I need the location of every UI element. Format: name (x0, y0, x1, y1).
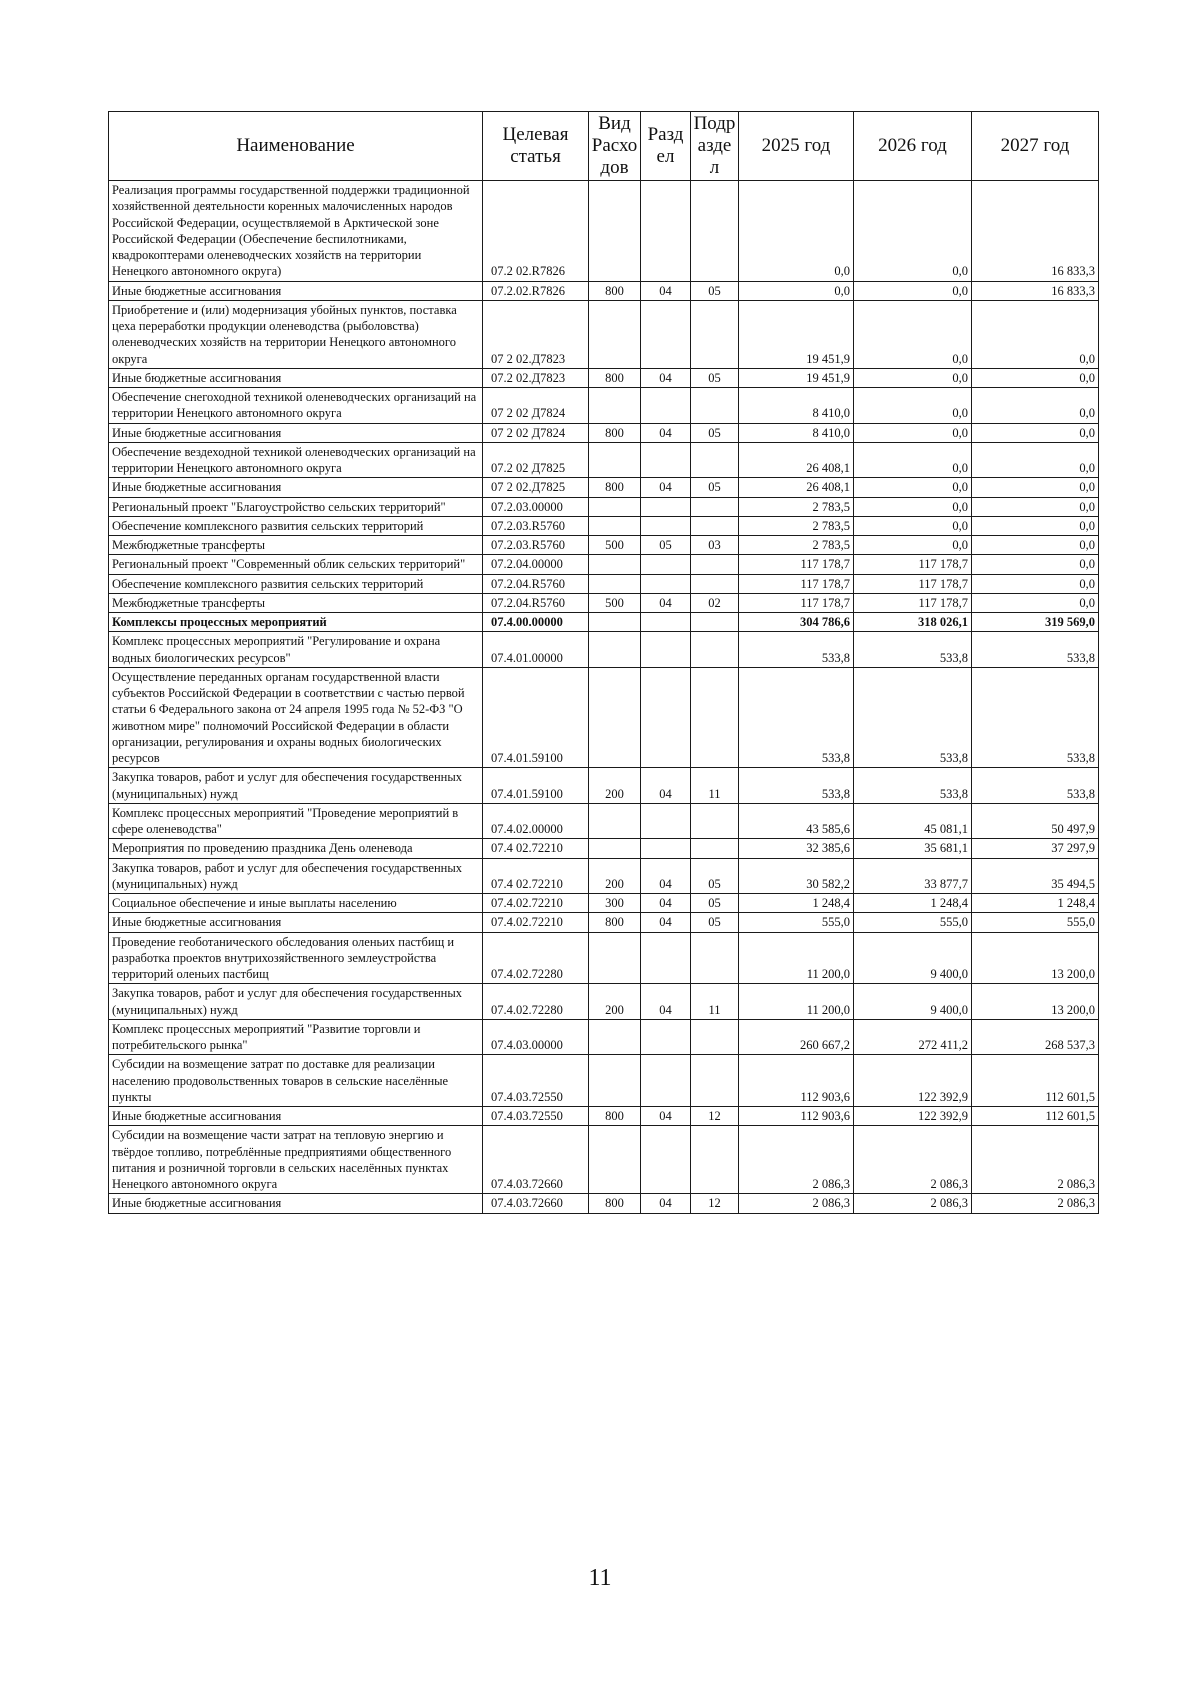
row-name: Комплекс процессных мероприятий "Регулирование и охрана водных биологических ресурсов" (109, 632, 483, 668)
table-row (109, 839, 1099, 858)
row-expense-type (589, 839, 641, 858)
row-value-2027: 268 537,3 (972, 1019, 1099, 1055)
row-value-2027: 0,0 (972, 497, 1099, 516)
header-2026: 2026 год (854, 112, 972, 181)
row-expense-type (589, 613, 641, 632)
row-subsection: 11 (691, 984, 739, 1020)
row-subsection (691, 442, 739, 478)
row-value-2025: 11 200,0 (739, 932, 854, 984)
row-expense-type (589, 516, 641, 535)
row-name: Иные бюджетные ассигнования (109, 423, 483, 442)
row-target: 07.2.04.00000 (483, 555, 589, 574)
row-name: Обеспечение снегоходной техникой оленеводческих организаций на территории Ненецкого автономного округа (109, 388, 483, 424)
row-value-2026: 45 081,1 (854, 803, 972, 839)
table-row (109, 613, 1099, 632)
row-value-2027: 112 601,5 (972, 1055, 1099, 1107)
row-target: 07.4.02.72210 (483, 894, 589, 913)
table-body (109, 181, 1099, 1214)
row-name: Закупка товаров, работ и услуг для обеспечения государственных (муниципальных) нужд (109, 858, 483, 894)
row-target: 07.2.03.R5760 (483, 536, 589, 555)
row-section (641, 181, 691, 282)
row-target: 07 2 02.Д7825 (483, 478, 589, 497)
row-subsection (691, 803, 739, 839)
row-value-2027: 533,8 (972, 632, 1099, 668)
row-name: Иные бюджетные ассигнования (109, 281, 483, 300)
row-value-2027: 555,0 (972, 913, 1099, 932)
row-value-2026: 533,8 (854, 768, 972, 804)
row-value-2027: 0,0 (972, 368, 1099, 387)
row-value-2026: 533,8 (854, 667, 972, 768)
table-row (109, 1194, 1099, 1213)
row-value-2027: 0,0 (972, 574, 1099, 593)
row-value-2027: 0,0 (972, 593, 1099, 612)
row-value-2026: 122 392,9 (854, 1055, 972, 1107)
row-value-2025: 304 786,6 (739, 613, 854, 632)
row-value-2025: 2 086,3 (739, 1194, 854, 1213)
table-row (109, 894, 1099, 913)
row-expense-type (589, 1019, 641, 1055)
row-name: Региональный проект "Современный облик сельских территорий" (109, 555, 483, 574)
row-section: 04 (641, 368, 691, 387)
table-row (109, 497, 1099, 516)
table-row (109, 984, 1099, 1020)
row-target: 07.2.03.R5760 (483, 516, 589, 535)
row-subsection (691, 574, 739, 593)
row-expense-type (589, 497, 641, 516)
row-value-2026: 0,0 (854, 300, 972, 368)
row-name: Проведение геоботанического обследования оленьих пастбищ и разработка проектов внутрихозяйственного землеустройства территорий оленьих пастбищ (109, 932, 483, 984)
header-2025: 2025 год (739, 112, 854, 181)
row-section: 04 (641, 1194, 691, 1213)
table-row (109, 181, 1099, 282)
row-value-2026: 33 877,7 (854, 858, 972, 894)
row-value-2027: 533,8 (972, 667, 1099, 768)
row-target: 07.4.02.72280 (483, 932, 589, 984)
table-row (109, 932, 1099, 984)
header-subsection: Подр азде л (691, 112, 739, 181)
row-expense-type: 800 (589, 478, 641, 497)
row-value-2026: 0,0 (854, 497, 972, 516)
row-expense-type (589, 388, 641, 424)
row-value-2027: 112 601,5 (972, 1107, 1099, 1126)
row-expense-type (589, 632, 641, 668)
row-value-2026: 1 248,4 (854, 894, 972, 913)
row-name: Закупка товаров, работ и услуг для обеспечения государственных (муниципальных) нужд (109, 984, 483, 1020)
row-name: Закупка товаров, работ и услуг для обеспечения государственных (муниципальных) нужд (109, 768, 483, 804)
row-value-2025: 533,8 (739, 768, 854, 804)
table-row (109, 536, 1099, 555)
row-value-2025: 43 585,6 (739, 803, 854, 839)
row-value-2027: 35 494,5 (972, 858, 1099, 894)
row-section (641, 1126, 691, 1194)
header-expense-type: Вид Расхо дов (589, 112, 641, 181)
row-value-2027: 16 833,3 (972, 281, 1099, 300)
row-target: 07.4.00.00000 (483, 613, 589, 632)
row-target: 07.4.02.72280 (483, 984, 589, 1020)
row-target: 07 2 02 Д7824 (483, 423, 589, 442)
row-target: 07.4.01.59100 (483, 768, 589, 804)
row-target: 07.4.01.00000 (483, 632, 589, 668)
row-name: Комплекс процессных мероприятий "Развитие торговли и потребительского рынка" (109, 1019, 483, 1055)
header-target: Целевая статья (483, 112, 589, 181)
row-section: 04 (641, 984, 691, 1020)
table-row (109, 555, 1099, 574)
row-target: 07.4.02.00000 (483, 803, 589, 839)
row-name: Осуществление переданных органам государственной власти субъектов Российской Федерации в соответствии с частью первой статьи 6 Федерального закона от 24 апреля 1995 года № 52-ФЗ "О животном мире" полномочий Российской Федерации в области организации, регулирования и охраны водных биологических ресурсов (109, 667, 483, 768)
row-expense-type: 500 (589, 593, 641, 612)
row-value-2025: 117 178,7 (739, 574, 854, 593)
row-name: Комплекс процессных мероприятий "Проведение мероприятий в сфере оленеводства" (109, 803, 483, 839)
row-value-2025: 2 783,5 (739, 516, 854, 535)
row-value-2025: 112 903,6 (739, 1107, 854, 1126)
page-number: 11 (588, 1565, 612, 1591)
row-section (641, 613, 691, 632)
row-value-2027: 0,0 (972, 388, 1099, 424)
table-row (109, 803, 1099, 839)
row-section (641, 497, 691, 516)
table-row (109, 858, 1099, 894)
row-target: 07.4 02.72210 (483, 839, 589, 858)
row-section: 05 (641, 536, 691, 555)
row-target: 07 2 02 Д7824 (483, 388, 589, 424)
row-subsection (691, 516, 739, 535)
row-subsection (691, 1126, 739, 1194)
row-value-2027: 2 086,3 (972, 1194, 1099, 1213)
row-section (641, 1019, 691, 1055)
row-target: 07.4.03.72660 (483, 1126, 589, 1194)
row-section (641, 839, 691, 858)
row-subsection (691, 181, 739, 282)
row-name: Субсидии на возмещение части затрат на тепловую энергию и твёрдое топливо, потреблённые предприятиями общественного питания и розничной торговли в сельских населённых пунктах Ненецкого автономного округа (109, 1126, 483, 1194)
row-name: Социальное обеспечение и иные выплаты населению (109, 894, 483, 913)
row-value-2025: 1 248,4 (739, 894, 854, 913)
row-expense-type: 200 (589, 858, 641, 894)
row-value-2026: 117 178,7 (854, 555, 972, 574)
row-section: 04 (641, 593, 691, 612)
row-target: 07.4.03.72550 (483, 1055, 589, 1107)
row-section: 04 (641, 423, 691, 442)
row-name: Субсидии на возмещение затрат по доставке для реализации населению продовольственных товаров в сельские населённые пункты (109, 1055, 483, 1107)
row-section: 04 (641, 894, 691, 913)
row-name: Реализация программы государственной поддержки традиционной хозяйственной деятельности коренных малочисленных народов Российской Федерации, осуществляемой в Арктической зоне Российской Федерации (Обеспечение беспилотниками, квадрокоптерами оленеводческих хозяйств на территории Ненецкого автономного округа) (109, 181, 483, 282)
row-value-2025: 533,8 (739, 632, 854, 668)
row-value-2026: 272 411,2 (854, 1019, 972, 1055)
row-expense-type: 200 (589, 984, 641, 1020)
row-value-2026: 0,0 (854, 536, 972, 555)
row-subsection (691, 497, 739, 516)
row-value-2027: 13 200,0 (972, 932, 1099, 984)
row-value-2027: 0,0 (972, 300, 1099, 368)
row-target: 07.4.03.00000 (483, 1019, 589, 1055)
row-section: 04 (641, 913, 691, 932)
row-subsection: 05 (691, 281, 739, 300)
row-value-2025: 0,0 (739, 181, 854, 282)
row-expense-type: 800 (589, 281, 641, 300)
table-row (109, 1126, 1099, 1194)
row-target: 07.2 02 Д7825 (483, 442, 589, 478)
row-subsection: 05 (691, 368, 739, 387)
row-value-2027: 16 833,3 (972, 181, 1099, 282)
row-expense-type: 200 (589, 768, 641, 804)
row-target: 07.4.01.59100 (483, 667, 589, 768)
row-expense-type (589, 442, 641, 478)
row-value-2027: 13 200,0 (972, 984, 1099, 1020)
row-subsection: 05 (691, 894, 739, 913)
table-row (109, 1055, 1099, 1107)
table-row (109, 442, 1099, 478)
row-expense-type (589, 555, 641, 574)
row-value-2027: 0,0 (972, 478, 1099, 497)
row-expense-type (589, 932, 641, 984)
row-target: 07.2 02.R7826 (483, 181, 589, 282)
row-section: 04 (641, 281, 691, 300)
row-value-2025: 117 178,7 (739, 593, 854, 612)
table-row (109, 516, 1099, 535)
row-section: 04 (641, 1107, 691, 1126)
row-value-2026: 0,0 (854, 181, 972, 282)
row-section: 04 (641, 768, 691, 804)
row-name: Региональный проект "Благоустройство сельских территорий" (109, 497, 483, 516)
row-section (641, 667, 691, 768)
row-subsection (691, 300, 739, 368)
row-section (641, 300, 691, 368)
row-subsection: 02 (691, 593, 739, 612)
row-name: Иные бюджетные ассигнования (109, 1194, 483, 1213)
row-subsection (691, 388, 739, 424)
row-value-2026: 0,0 (854, 442, 972, 478)
row-value-2025: 26 408,1 (739, 478, 854, 497)
header-section: Разд ел (641, 112, 691, 181)
row-value-2026: 0,0 (854, 516, 972, 535)
table-row (109, 1107, 1099, 1126)
row-value-2026: 2 086,3 (854, 1126, 972, 1194)
row-section: 04 (641, 478, 691, 497)
row-value-2027: 0,0 (972, 442, 1099, 478)
row-target: 07.4.03.72660 (483, 1194, 589, 1213)
table-row (109, 1019, 1099, 1055)
row-value-2025: 112 903,6 (739, 1055, 854, 1107)
row-target: 07.2.02.R7826 (483, 281, 589, 300)
row-section (641, 388, 691, 424)
row-value-2025: 26 408,1 (739, 442, 854, 478)
row-target: 07.4.03.72550 (483, 1107, 589, 1126)
row-value-2027: 0,0 (972, 555, 1099, 574)
table-row (109, 478, 1099, 497)
row-subsection: 12 (691, 1194, 739, 1213)
row-name: Иные бюджетные ассигнования (109, 913, 483, 932)
row-target: 07.4.02.72210 (483, 913, 589, 932)
row-subsection: 05 (691, 423, 739, 442)
row-value-2027: 50 497,9 (972, 803, 1099, 839)
row-name: Приобретение и (или) модернизация убойных пунктов, поставка цеха переработки продукции оленеводства (рыболовства) оленеводческих хозяйств на территории Ненецкого автономного округа (109, 300, 483, 368)
row-value-2027: 319 569,0 (972, 613, 1099, 632)
row-value-2026: 0,0 (854, 388, 972, 424)
row-subsection (691, 632, 739, 668)
row-name: Обеспечение комплексного развития сельских территорий (109, 574, 483, 593)
row-value-2025: 2 086,3 (739, 1126, 854, 1194)
row-subsection: 05 (691, 913, 739, 932)
table-row (109, 574, 1099, 593)
row-expense-type: 800 (589, 913, 641, 932)
table-row (109, 913, 1099, 932)
row-value-2025: 19 451,9 (739, 368, 854, 387)
table-row (109, 281, 1099, 300)
row-subsection: 03 (691, 536, 739, 555)
table-row (109, 667, 1099, 768)
row-target: 07.2 02.Д7823 (483, 368, 589, 387)
row-value-2027: 0,0 (972, 536, 1099, 555)
row-value-2026: 117 178,7 (854, 574, 972, 593)
table-row (109, 423, 1099, 442)
row-value-2027: 0,0 (972, 423, 1099, 442)
row-subsection: 05 (691, 478, 739, 497)
row-target: 07 2 02.Д7823 (483, 300, 589, 368)
row-value-2027: 0,0 (972, 516, 1099, 535)
row-expense-type: 800 (589, 1107, 641, 1126)
table-row (109, 368, 1099, 387)
row-expense-type: 500 (589, 536, 641, 555)
row-section (641, 574, 691, 593)
row-expense-type (589, 181, 641, 282)
row-value-2026: 555,0 (854, 913, 972, 932)
row-name: Межбюджетные трансферты (109, 536, 483, 555)
row-value-2026: 318 026,1 (854, 613, 972, 632)
table-row (109, 300, 1099, 368)
row-subsection (691, 613, 739, 632)
table-row (109, 388, 1099, 424)
row-expense-type: 800 (589, 368, 641, 387)
row-value-2025: 30 582,2 (739, 858, 854, 894)
row-value-2025: 8 410,0 (739, 388, 854, 424)
row-name: Иные бюджетные ассигнования (109, 368, 483, 387)
row-value-2027: 2 086,3 (972, 1126, 1099, 1194)
row-subsection: 12 (691, 1107, 739, 1126)
row-value-2026: 0,0 (854, 423, 972, 442)
row-value-2025: 260 667,2 (739, 1019, 854, 1055)
budget-table (108, 111, 1099, 1214)
row-section (641, 442, 691, 478)
row-name: Обеспечение комплексного развития сельских территорий (109, 516, 483, 535)
row-name: Обеспечение вездеходной техникой оленеводческих организаций на территории Ненецкого автономного округа (109, 442, 483, 478)
row-value-2027: 1 248,4 (972, 894, 1099, 913)
row-expense-type (589, 1126, 641, 1194)
row-target: 07.2.04.R5760 (483, 593, 589, 612)
row-section (641, 632, 691, 668)
row-target: 07.2.03.00000 (483, 497, 589, 516)
header-2027: 2027 год (972, 112, 1099, 181)
row-value-2026: 9 400,0 (854, 984, 972, 1020)
row-expense-type (589, 574, 641, 593)
row-subsection (691, 932, 739, 984)
row-value-2026: 117 178,7 (854, 593, 972, 612)
row-subsection (691, 667, 739, 768)
row-value-2027: 37 297,9 (972, 839, 1099, 858)
header-row (109, 112, 1099, 181)
row-value-2026: 122 392,9 (854, 1107, 972, 1126)
row-name: Мероприятия по проведению праздника День оленевода (109, 839, 483, 858)
row-subsection (691, 1055, 739, 1107)
header-name: Наименование (109, 112, 483, 181)
row-name: Межбюджетные трансферты (109, 593, 483, 612)
row-name: Комплексы процессных мероприятий (109, 613, 483, 632)
row-value-2025: 533,8 (739, 667, 854, 768)
row-expense-type (589, 1055, 641, 1107)
row-name: Иные бюджетные ассигнования (109, 478, 483, 497)
row-expense-type: 800 (589, 423, 641, 442)
row-value-2026: 0,0 (854, 281, 972, 300)
row-value-2025: 117 178,7 (739, 555, 854, 574)
row-section (641, 516, 691, 535)
row-value-2025: 2 783,5 (739, 536, 854, 555)
row-target: 07.2.04.R5760 (483, 574, 589, 593)
row-expense-type: 300 (589, 894, 641, 913)
row-value-2026: 35 681,1 (854, 839, 972, 858)
row-value-2026: 2 086,3 (854, 1194, 972, 1213)
row-section (641, 555, 691, 574)
table-row (109, 632, 1099, 668)
row-value-2027: 533,8 (972, 768, 1099, 804)
row-expense-type (589, 803, 641, 839)
row-subsection (691, 839, 739, 858)
row-expense-type: 800 (589, 1194, 641, 1213)
row-expense-type (589, 667, 641, 768)
row-value-2026: 9 400,0 (854, 932, 972, 984)
row-value-2025: 555,0 (739, 913, 854, 932)
row-section: 04 (641, 858, 691, 894)
row-subsection: 05 (691, 858, 739, 894)
table-row (109, 593, 1099, 612)
row-value-2025: 2 783,5 (739, 497, 854, 516)
row-value-2025: 0,0 (739, 281, 854, 300)
row-subsection (691, 555, 739, 574)
row-subsection (691, 1019, 739, 1055)
row-value-2026: 0,0 (854, 478, 972, 497)
row-expense-type (589, 300, 641, 368)
row-value-2026: 533,8 (854, 632, 972, 668)
row-name: Иные бюджетные ассигнования (109, 1107, 483, 1126)
table-row (109, 768, 1099, 804)
row-value-2025: 8 410,0 (739, 423, 854, 442)
row-value-2026: 0,0 (854, 368, 972, 387)
row-value-2025: 19 451,9 (739, 300, 854, 368)
row-value-2025: 11 200,0 (739, 984, 854, 1020)
row-subsection: 11 (691, 768, 739, 804)
row-section (641, 1055, 691, 1107)
row-section (641, 803, 691, 839)
row-value-2025: 32 385,6 (739, 839, 854, 858)
row-target: 07.4 02.72210 (483, 858, 589, 894)
row-section (641, 932, 691, 984)
